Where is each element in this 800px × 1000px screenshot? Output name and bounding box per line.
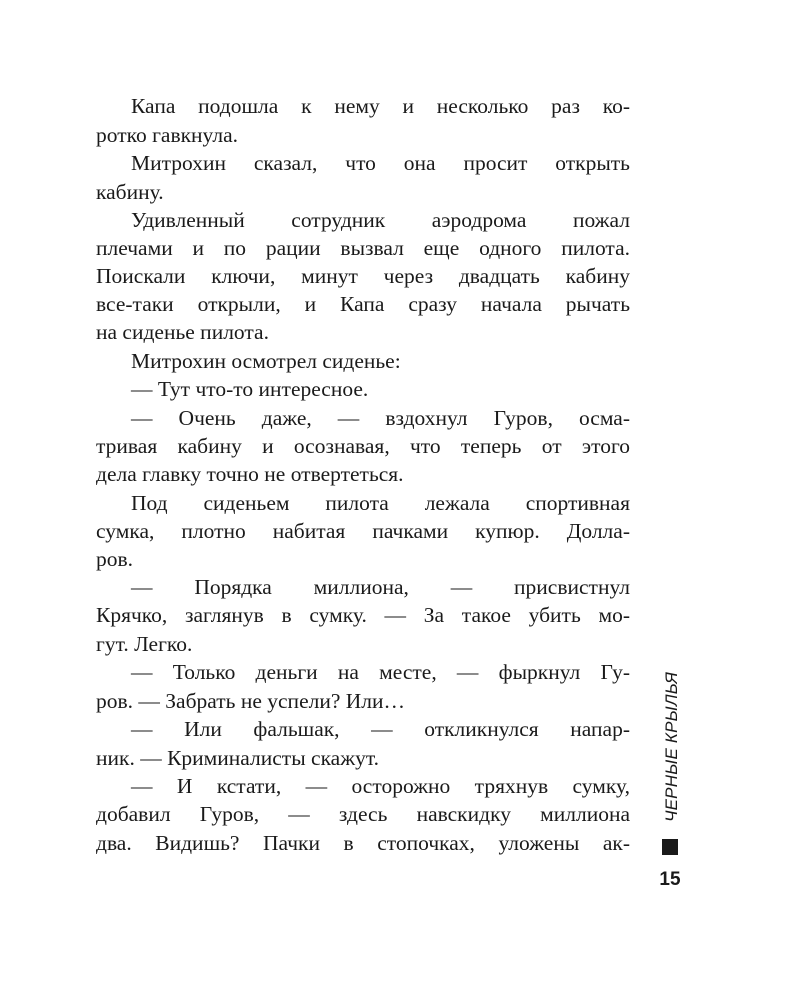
text-line: Капа подошла к нему и несколько раз ко- [131,94,630,118]
text-line: кабину. [96,180,164,204]
text-line: — И кстати, — осторожно тряхнув сумку, [131,774,630,798]
text-line: — Очень даже, — вздохнул Гуров, осма- [131,406,630,430]
text-line: гут. Легко. [96,632,193,656]
text-line: Крячко, заглянув в сумку. — За такое убить мо- [96,603,630,627]
text-line: — Только деньги на месте, — фыркнул Гу- [131,660,630,684]
text-line: все-таки открыли, и Капа сразу начала рычать [96,292,630,316]
page-number: 15 [659,869,681,890]
text-line: дела главку точно не отвертеться. [96,462,404,486]
running-title: ЧЕРНЫЕ КРЫЛЬЯ [662,671,681,823]
text-line: ротко гавкнула. [96,123,239,147]
text-line: добавил Гуров, — здесь навскидку миллиона [96,802,630,826]
text-line: на сиденье пилота. [96,320,269,344]
text-line: Поискали ключи, минут через двадцать кабину [96,264,630,288]
text-line: ник. — Криминалисты скажут. [96,746,379,770]
text-line: — Или фальшак, — откликнулся напар- [131,717,630,741]
text-line: ров. — Забрать не успели? Или… [96,689,406,713]
text-line: Митрохин сказал, что она просит открыть [131,151,630,175]
text-line: — Тут что-то интересное. [131,377,369,401]
text-line: два. Видишь? Пачки в стопочках, уложены ак- [96,831,630,855]
text-line: Митрохин осмотрел сиденье: [131,349,401,373]
text-line: плечами и по рации вызвал еще одного пилота. [96,236,630,260]
text-line: Удивленный сотрудник аэродрома пожал [131,208,630,232]
text-line: Под сиденьем пилота лежала спортивная [131,491,630,515]
text-line: — Порядка миллиона, — присвистнул [131,575,630,599]
text-line: сумка, плотно набитая пачками купюр. Долла- [96,519,630,543]
text-line: тривая кабину и осознавая, что теперь от этого [96,434,630,458]
text-line: ров. [96,547,134,571]
section-marker [662,839,678,855]
